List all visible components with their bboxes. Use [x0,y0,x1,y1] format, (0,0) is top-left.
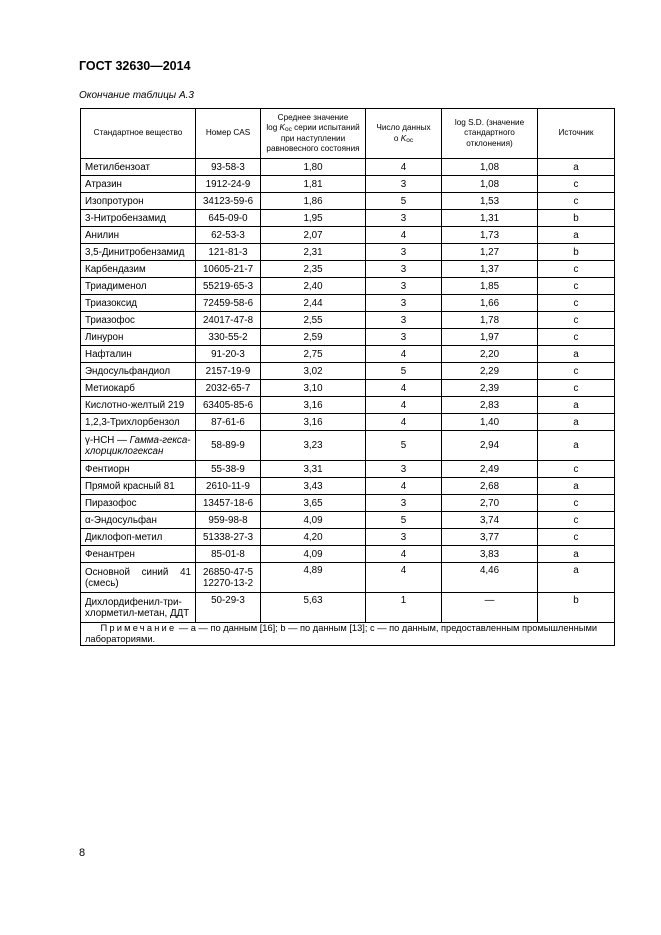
sd-value: 1,53 [442,193,538,210]
source-code: a [538,159,615,176]
cas-number: 51338-27-3 [196,529,261,546]
data-count: 3 [366,295,442,312]
mean-value: 1,80 [261,159,366,176]
data-table [80,108,615,646]
sd-value: 1,40 [442,414,538,431]
source-code: c [538,529,615,546]
substance-name: Метилбензоат [81,159,196,176]
substance-name: Основной синий 41 (смесь) [81,563,196,593]
table-row [81,329,615,346]
mean-value: 3,02 [261,363,366,380]
cas-number: 50-29-3 [196,593,261,623]
cas-number: 34123-59-6 [196,193,261,210]
mean-value: 4,89 [261,563,366,593]
substance-name: Пиразофос [81,495,196,512]
sd-value: 4,46 [442,563,538,593]
cas-number: 959-98-8 [196,512,261,529]
table-row [81,363,615,380]
header-count: Число данных о $K_{ос}$ [366,109,442,159]
sd-value: 1,66 [442,295,538,312]
sd-value: — [442,593,538,623]
substance-name: Триазофос [81,312,196,329]
substance-name: Прямой красный 81 [81,478,196,495]
substance-name: Диклофоп-метил [81,529,196,546]
cas-number: 58-89-9 [196,431,261,461]
substance-name: Триазоксид [81,295,196,312]
substance-name: Фентиорн [81,461,196,478]
cas-number: 87-61-6 [196,414,261,431]
cas-number: 2032-65-7 [196,380,261,397]
substance-name: Триадименол [81,278,196,295]
data-count: 5 [366,193,442,210]
data-count: 4 [366,227,442,244]
substance-name: α-Эндосульфан [81,512,196,529]
cas-number: 72459-58-6 [196,295,261,312]
data-count: 3 [366,529,442,546]
source-code: c [538,329,615,346]
sd-value: 2,20 [442,346,538,363]
mean-value: 2,55 [261,312,366,329]
table-row [81,244,615,261]
header-substance: Стандартное вещество [81,109,196,159]
sd-value: 2,49 [442,461,538,478]
table-row [81,414,615,431]
cas-number: 93-58-3 [196,159,261,176]
source-code: a [538,546,615,563]
note-text: — a — по данным [16]; b — по данным [13]; c — по данным, предоставленным промышленными лабораториями. [85,623,598,644]
data-count: 3 [366,261,442,278]
sd-value: 1,73 [442,227,538,244]
source-code: c [538,363,615,380]
sd-value: 1,78 [442,312,538,329]
source-code: a [538,397,615,414]
source-code: a [538,227,615,244]
source-code: c [538,278,615,295]
substance-name: Дихлордифенил-три-хлорметил-метан, ДДТ [81,593,196,623]
table-row [81,461,615,478]
table-row [81,478,615,495]
mean-value: 1,95 [261,210,366,227]
table-body-tail [81,563,615,646]
document-code: ГОСТ 32630—2014 [79,59,191,73]
substance-name: Атразин [81,176,196,193]
data-count: 4 [366,563,442,593]
table-row [81,210,615,227]
mean-value: 4,20 [261,529,366,546]
sd-value: 1,08 [442,159,538,176]
cas-number: 645-09-0 [196,210,261,227]
data-count: 5 [366,512,442,529]
table-body-hch [81,431,615,461]
mean-value: 3,10 [261,380,366,397]
table-row [81,295,615,312]
table-row [81,529,615,546]
substance-name: Нафталин [81,346,196,363]
cas-number: 55-38-9 [196,461,261,478]
source-code: c [538,312,615,329]
cas-number: 10605-21-7 [196,261,261,278]
sd-value: 3,77 [442,529,538,546]
source-code: c [538,495,615,512]
mean-value: 3,16 [261,397,366,414]
substance-name: Фенантрен [81,546,196,563]
data-count: 3 [366,329,442,346]
sd-value: 2,83 [442,397,538,414]
table-caption: Окончание таблицы А.3 [79,90,194,101]
data-count: 4 [366,414,442,431]
source-code: c [538,512,615,529]
mean-value: 4,09 [261,546,366,563]
sd-value: 1,97 [442,329,538,346]
sd-value: 2,68 [442,478,538,495]
substance-name: 1,2,3-Трихлорбензол [81,414,196,431]
table-row [81,593,615,623]
mean-value: 1,81 [261,176,366,193]
sd-value: 2,39 [442,380,538,397]
cas-number: 24017-47-8 [196,312,261,329]
sd-value: 2,70 [442,495,538,512]
sd-value: 3,74 [442,512,538,529]
source-code: a [538,563,615,593]
cas-number: 55219-65-3 [196,278,261,295]
substance-name: Карбендазим [81,261,196,278]
header-source: Источник [538,109,615,159]
cas-number: 330-55-2 [196,329,261,346]
table-row [81,227,615,244]
data-count: 3 [366,244,442,261]
table-body-part2 [81,461,615,563]
table-row [81,512,615,529]
mean-value: 2,59 [261,329,366,346]
page-number: 8 [79,847,86,859]
sd-value: 2,29 [442,363,538,380]
cas-number: 63405-85-6 [196,397,261,414]
substance-name: Метиокарб [81,380,196,397]
source-code: c [538,380,615,397]
data-count: 4 [366,397,442,414]
substance-name: Кислотно-желтый 219 [81,397,196,414]
header-sd: log S.D. (значение стандартного отклонения) [442,109,538,159]
source-code: c [538,261,615,278]
source-code: c [538,295,615,312]
table-row [81,312,615,329]
cas-number: 13457-18-6 [196,495,261,512]
substance-name: Эндосульфандиол [81,363,196,380]
mean-value: 2,75 [261,346,366,363]
data-count: 3 [366,495,442,512]
source-code: a [538,346,615,363]
table-body-part1 [81,159,615,431]
table-row [81,563,615,593]
cas-number: 1912-24-9 [196,176,261,193]
source-code: a [538,431,615,461]
data-count: 3 [366,210,442,227]
mean-value: 3,23 [261,431,366,461]
data-count: 3 [366,461,442,478]
cas-number: 91-20-3 [196,346,261,363]
table-row [81,159,615,176]
sd-value: 1,27 [442,244,538,261]
mean-value: 2,35 [261,261,366,278]
mean-value: 3,16 [261,414,366,431]
table-row [81,431,615,461]
substance-name: Линурон [81,329,196,346]
table-row [81,193,615,210]
table-row [81,495,615,512]
source-code: a [538,414,615,431]
data-count: 3 [366,176,442,193]
mean-value: 1,86 [261,193,366,210]
table-row [81,380,615,397]
note-row [81,623,615,646]
header-cas: Номер CAS [196,109,261,159]
cas-number: 2610-11-9 [196,478,261,495]
data-count: 3 [366,278,442,295]
table-row [81,261,615,278]
sd-value: 1,37 [442,261,538,278]
cas-number: 62-53-3 [196,227,261,244]
table-row [81,546,615,563]
note-label: Примечание [100,623,177,633]
source-code: a [538,478,615,495]
data-count: 4 [366,380,442,397]
table-note [81,623,615,646]
mean-value: 2,31 [261,244,366,261]
substance-name: γ-НСН — Гамма-гекса-хлорциклогексан [81,431,196,461]
sd-value: 2,94 [442,431,538,461]
sd-value: 3,83 [442,546,538,563]
data-count: 4 [366,478,442,495]
cas-number: 121-81-3 [196,244,261,261]
data-count: 5 [366,431,442,461]
header-row [81,109,615,159]
table-row [81,397,615,414]
mean-value: 5,63 [261,593,366,623]
source-code: b [538,210,615,227]
source-code: c [538,176,615,193]
data-count: 4 [366,159,442,176]
mean-value: 2,40 [261,278,366,295]
source-code: c [538,461,615,478]
cas-number: 2157-19-9 [196,363,261,380]
mean-value: 3,31 [261,461,366,478]
data-count: 4 [366,346,442,363]
substance-name: 3-Нитробензамид [81,210,196,227]
cas-number: 26850-47-5 12270-13-2 [196,563,261,593]
sd-value: 1,08 [442,176,538,193]
substance-name: Изопротурон [81,193,196,210]
table-row [81,176,615,193]
data-count: 5 [366,363,442,380]
data-count: 4 [366,546,442,563]
data-count: 1 [366,593,442,623]
sd-value: 1,31 [442,210,538,227]
sd-value: 1,85 [442,278,538,295]
substance-name: Анилин [81,227,196,244]
source-code: b [538,244,615,261]
table-row [81,346,615,363]
mean-value: 2,44 [261,295,366,312]
source-code: c [538,193,615,210]
source-code: b [538,593,615,623]
mean-value: 3,65 [261,495,366,512]
cas-number: 85-01-8 [196,546,261,563]
table-row [81,278,615,295]
header-mean: Среднее значение $\log K_{ос}$ серии испытаний при наступлении равновесного состояния [261,109,366,159]
substance-name: 3,5-Динитробензамид [81,244,196,261]
mean-value: 4,09 [261,512,366,529]
mean-value: 2,07 [261,227,366,244]
data-count: 3 [366,312,442,329]
mean-value: 3,43 [261,478,366,495]
